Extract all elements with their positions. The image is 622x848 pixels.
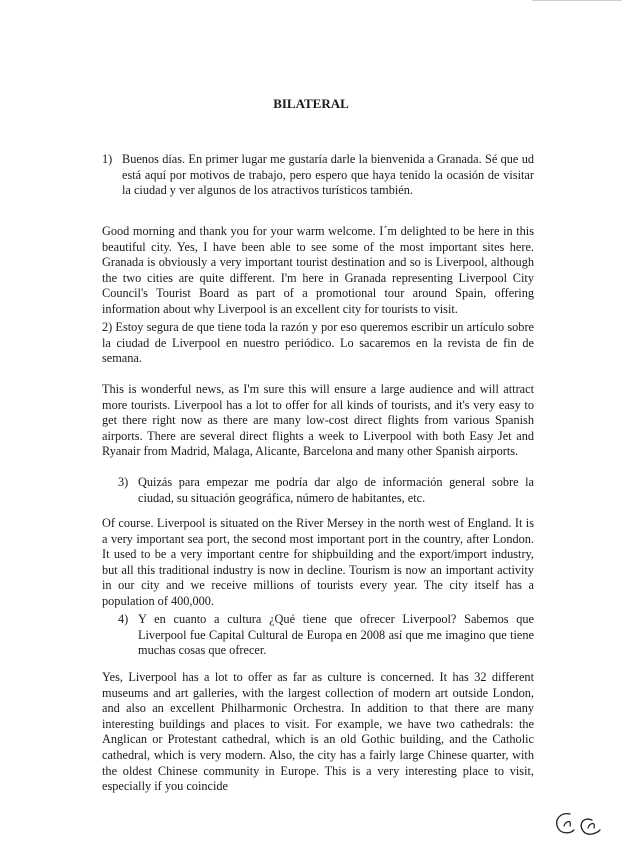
question-4 (118, 612, 534, 659)
question-3 (118, 475, 534, 506)
question-text: Y en cuanto a cultura ¿Qué tiene que ofrecer Liverpool? Sabemos que Liverpool fue Capital Cultural de Europa en 2008 así que me imagino que tiene muchas cosas que ofrecer. (138, 612, 534, 658)
answer-4: Yes, Liverpool has a lot to offer as far as culture is concerned. It has 32 different museums and art galleries, with the largest collection of modern art outside London, and also an excellent Philharmonic Orchestra. In addition to that there are many interesting buildings and places to visit. For example, we have two cathedrals: the Anglican or Protestant cathedral, which is an old Gothic building, and the Catholic cathedral, which is very modern. Also, the city has a fairly large Chinese quarter, with the oldest Chinese community in Europe. This is a very interesting place to visit, especially if you coincide (102, 670, 534, 794)
answer-3: Of course. Liverpool is situated on the River Mersey in the north west of England. It is a very important sea port, the second most important port in the country, after London. It used to be a very important centre for shipbuilding and the export/import industry, but all this traditional industry is now in decline. Tourism is now an important activity in our city and we receive millions of tourists every year. The city itself has a population of 400,000. (102, 516, 534, 608)
question-number: 1) (102, 152, 113, 166)
page-title: BILATERAL (273, 96, 349, 111)
handwritten-initials-icon (548, 806, 608, 840)
question-2: 2) Estoy segura de que tiene toda la razón y por eso queremos escribir un artículo sobre la ciudad de Liverpool en nuestro periódico. Lo sacaremos en la revista de fin de semana. (102, 320, 534, 366)
question-text: Buenos días. En primer lugar me gustaría darle la bienvenida a Granada. Sé que ud está aquí por motivos de trabajo, pero espero que haya tenido la ocasión de visitar la ciudad y ver algunos de los atractivos turísticos también. (122, 152, 534, 198)
question-number: 4) (118, 612, 129, 626)
scan-edge-line (532, 0, 622, 1)
question-number: 3) (118, 475, 129, 489)
answer-2: This is wonderful news, as I'm sure this will ensure a large audience and will attract more tourists. Liverpool has a lot to offer for all kinds of tourists, and it's very easy to get there right now as there are many low-cost direct flights from various Spanish airports. There are several direct flights a week to Liverpool with both Easy Jet and Ryanair from Madrid, Malaga, Alicante, Barcelona and many other Spanish airports. (102, 382, 534, 459)
answer-1: Good morning and thank you for your warm welcome. I´m delighted to be here in this beautiful city. Yes, I have been able to see some of the most important sites here. Granada is obviously a very important tourist destination and so is Liverpool, although the two cities are quite different. I'm here in Granada representing Liverpool City Council's Tourist Board as part of a promotional tour around Spain, offering information about why Liverpool is an excellent city for tourists to visit. (102, 224, 534, 316)
question-text: Quizás para empezar me podría dar algo de información general sobre la ciudad, su situación geográfica, número de habitantes, etc. (138, 475, 534, 505)
question-1 (102, 152, 534, 199)
